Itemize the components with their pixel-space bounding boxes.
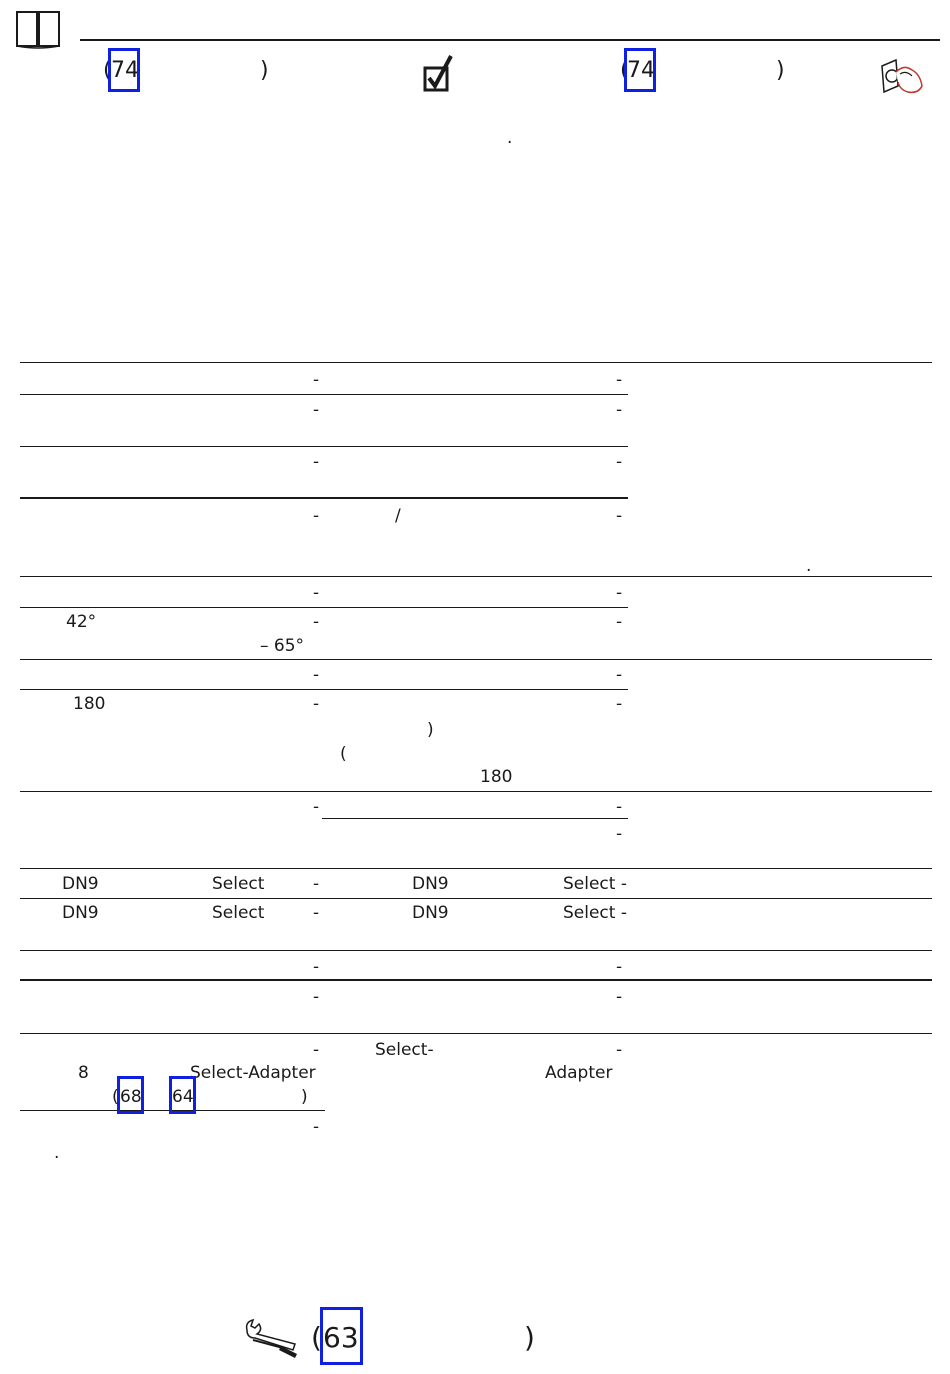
row-ref-box[interactable] <box>117 1076 144 1114</box>
row-dash: - <box>313 694 320 714</box>
row-ref[interactable]: 64 <box>172 1087 194 1107</box>
row-dash: - <box>616 987 623 1007</box>
row-select: Select- <box>375 1040 434 1060</box>
row-dash: - <box>313 957 320 977</box>
row-slash: / <box>395 506 401 526</box>
header-left-open: ( <box>103 58 112 83</box>
row-dn: DN9 <box>62 903 99 923</box>
row-dash: - <box>616 583 623 603</box>
row-dn: DN9 <box>62 874 99 894</box>
row-paren: ( <box>340 744 347 764</box>
rule <box>20 607 628 608</box>
footer-ref-box[interactable] <box>320 1307 363 1365</box>
row-dn: DN9 <box>412 903 449 923</box>
row-select: Select - <box>563 874 627 894</box>
row-dash: - <box>616 370 623 390</box>
row-ref[interactable]: 68 <box>120 1087 142 1107</box>
row-paren: ) <box>427 720 434 740</box>
row-ref-close: ) <box>301 1087 308 1107</box>
header-right-close: ) <box>776 58 785 83</box>
row-dash: - <box>313 370 320 390</box>
row-dash: - <box>616 665 623 685</box>
checkbox-check-icon <box>423 54 455 92</box>
rule <box>20 1033 932 1034</box>
row-select: Select <box>212 903 265 923</box>
row-adapter: Adapter <box>545 1063 613 1083</box>
wrench-screwdriver-icon <box>243 1318 301 1358</box>
header-left-close: ) <box>260 58 269 83</box>
row-dn: DN9 <box>412 874 449 894</box>
hand-turning-valve-icon <box>878 56 928 96</box>
row-dash: - <box>616 1040 623 1060</box>
row-dash: - <box>313 400 320 420</box>
row-dash: - <box>616 506 623 526</box>
rule <box>20 868 932 869</box>
footer-open: ( <box>311 1321 322 1354</box>
row-dash: - <box>313 987 320 1007</box>
row-dash: - <box>313 452 320 472</box>
header-dot: . <box>507 128 513 148</box>
header-left-ref[interactable]: 74 <box>111 58 139 83</box>
row-dash: - <box>616 957 623 977</box>
row-dash: - <box>616 797 623 817</box>
rule <box>322 818 628 819</box>
rule <box>20 659 932 660</box>
row-ref-open: ( <box>112 1087 119 1107</box>
row-number: 42° <box>66 612 97 632</box>
row-dash: - <box>616 452 623 472</box>
rule <box>20 394 628 395</box>
row-number: – 65° <box>260 636 305 656</box>
rule <box>20 950 932 951</box>
footer-close: ) <box>524 1321 535 1354</box>
rule <box>20 446 628 447</box>
row-select: Select <box>212 874 265 894</box>
row-dash: - <box>313 506 320 526</box>
row-dash: - <box>313 665 320 685</box>
row-dot: . <box>806 556 812 576</box>
row-dash: - <box>313 903 320 923</box>
row-dash: - <box>313 612 320 632</box>
header-right-ref[interactable]: 74 <box>627 58 655 83</box>
row-dash: - <box>616 694 623 714</box>
row-dash: - <box>313 583 320 603</box>
footer-ref[interactable]: 63 <box>323 1321 359 1354</box>
row-dash: - <box>616 612 623 632</box>
row-number: 180 <box>73 694 106 714</box>
row-select: Select - <box>563 903 627 923</box>
header-right-open: ( <box>620 58 629 83</box>
rule <box>20 497 628 499</box>
rule <box>20 362 932 363</box>
row-dash: - <box>313 797 320 817</box>
row-dash: - <box>313 874 320 894</box>
rule <box>20 689 628 690</box>
row-adapter: Select-Adapter <box>190 1063 316 1083</box>
row-dot: . <box>54 1143 60 1163</box>
header-right-ref-box[interactable] <box>624 48 656 92</box>
header-left-ref-box[interactable] <box>108 48 140 92</box>
rule <box>20 898 932 899</box>
row-dash: - <box>313 1117 320 1137</box>
rule <box>20 576 932 577</box>
rule <box>20 979 932 981</box>
row-ref-box[interactable] <box>169 1076 196 1114</box>
rule <box>20 791 932 792</box>
row-dash: - <box>616 400 623 420</box>
row-number: 180 <box>480 767 513 787</box>
open-book-icon <box>15 10 63 50</box>
row-dash: - <box>313 1040 320 1060</box>
header-rule <box>80 39 940 41</box>
row-dash: - <box>616 824 623 844</box>
row-number: 8 <box>78 1063 89 1083</box>
